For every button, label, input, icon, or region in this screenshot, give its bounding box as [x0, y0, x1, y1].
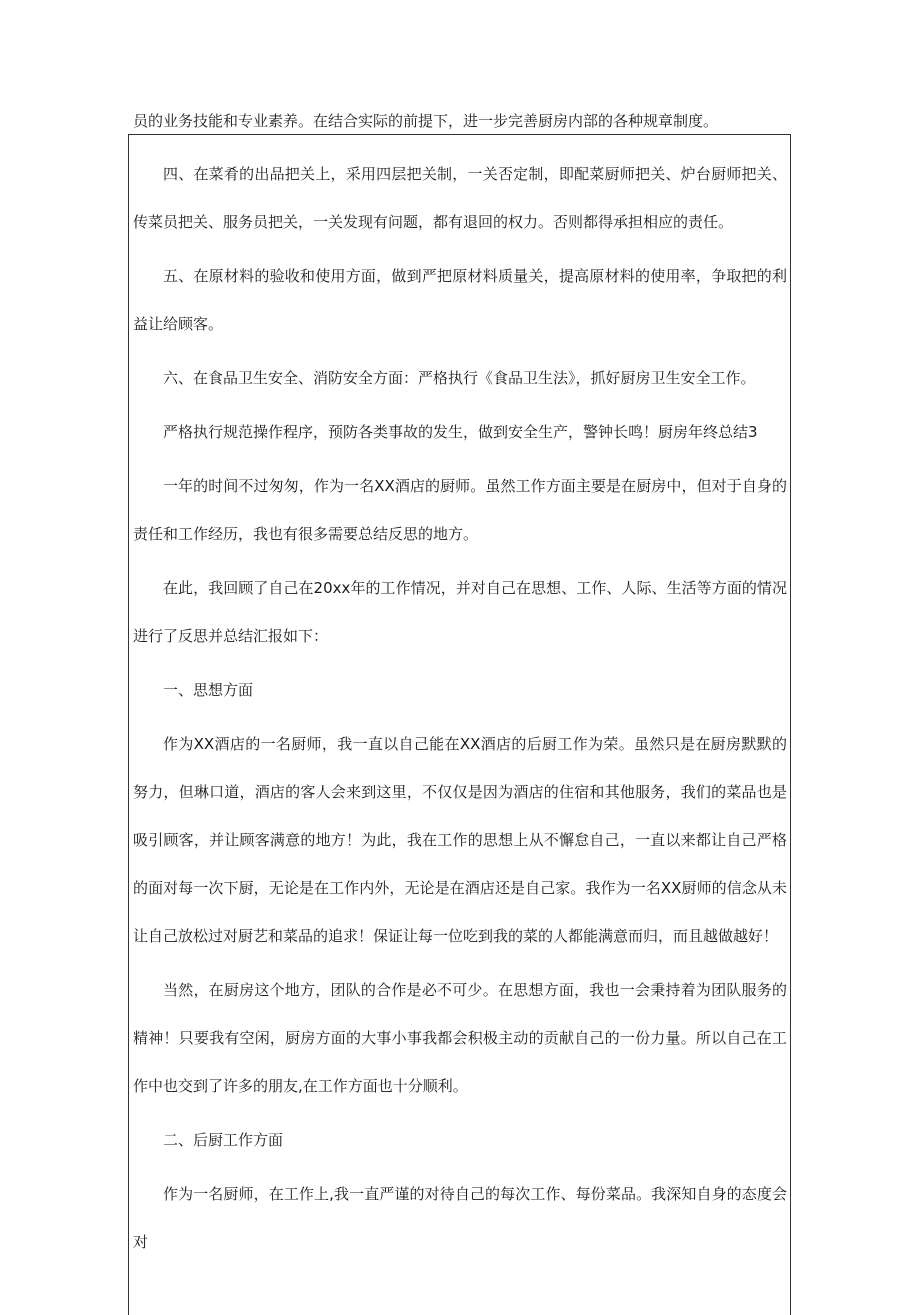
paragraph-intro: 一年的时间不过匆匆，作为一名XX酒店的厨师。虽然工作方面主要是在厨房中，但对于自身的责任和工作经历，我也有很多需要总结反思的地方。 [133, 477, 787, 543]
document-body [133, 150, 787, 1272]
carryover-line: 员的业务技能和专业素养。在结合实际的前提下，进一步完善厨房内部的各种规章制度。 [133, 112, 719, 130]
paragraph-teamwork: 当然，在厨房这个地方，团队的合作是必不可少。在思想方面，我也一会秉持着为团队服务的精神！只要我有空闲，厨房方面的大事小事我都会积极主动的贡献自己的一份力量。所以自己在工作中也交到了许多的朋友,在工作方面也十分顺利。 [133, 981, 787, 1095]
heading-thinking: 一、思想方面 [163, 681, 254, 699]
paragraph-section-4: 四、在菜肴的出品把关上，采用四层把关制，一关否定制，即配菜厨师把关、炉台厨师把关、传菜员把关、服务员把关，一关发现有问题，都有退回的权力。否则都得承担相应的责任。 [133, 165, 787, 231]
paragraph-review: 在此，我回顾了自己在20xx年的工作情况，并对自己在思想、工作、人际、生活等方面的情况进行了反思并总结汇报如下： [133, 579, 787, 645]
paragraph-section-5: 五、在原材料的验收和使用方面，做到严把原材料质量关，提高原材料的使用率，争取把的利益让给顾客。 [133, 267, 787, 333]
paragraph-kitchen-work: 作为一名厨师，在工作上,我一直严谨的对待自己的每次工作、每份菜品。我深知自身的态度会对 [133, 1185, 787, 1251]
heading-kitchen-work: 二、后厨工作方面 [163, 1131, 284, 1149]
paragraph-safety: 严格执行规范操作程序，预防各类事故的发生，做到安全生产，警钟长鸣！厨房年终总结3 [163, 423, 758, 441]
paragraph-section-6: 六、在食品卫生安全、消防安全方面：严格执行《食品卫生法》，抓好厨房卫生安全工作。 [163, 369, 756, 387]
paragraph-thinking: 作为XX酒店的一名厨师，我一直以自己能在XX酒店的后厨工作为荣。虽然只是在厨房默默的努力，但琳口道，酒店的客人会来到这里，不仅仅是因为酒店的住宿和其他服务，我们的菜品也是吸引顾客，并让顾客满意的地方！为此，我在工作的思想上从不懈怠自己，一直以来都让自己严格的面对每一次下厨，无论是在工作内外，无论是在酒店还是自己家。我作为一名XX厨师的信念从未让自己放松过对厨艺和菜品的追求！保证让每一位吃到我的菜的人都能满意而归，而且越做越好！ [133, 735, 787, 945]
